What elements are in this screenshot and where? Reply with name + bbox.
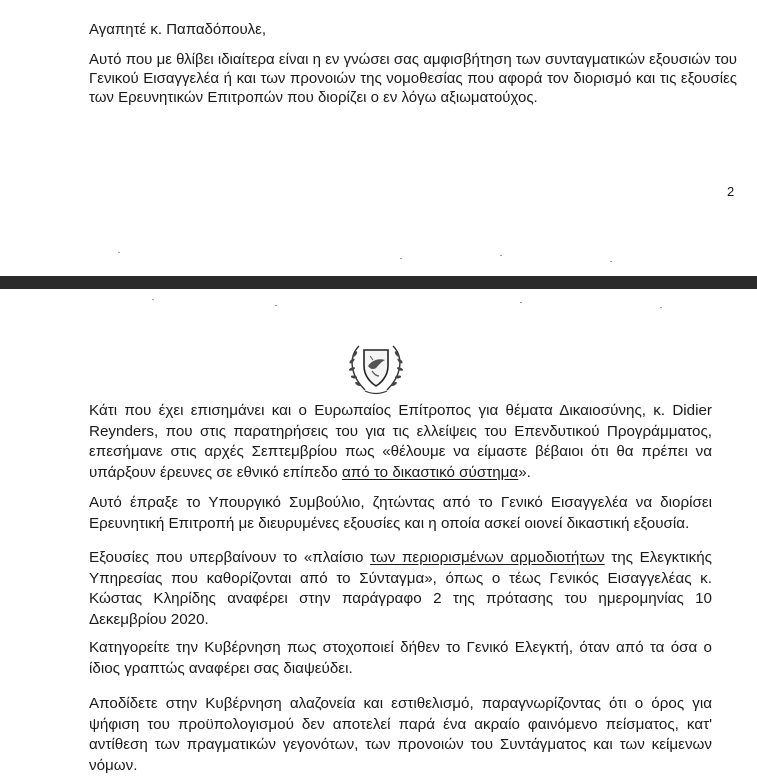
paragraph-2: Αυτό έπραξε το Υπουργικό Συμβούλιο, ζητώντας από το Γενικό Εισαγγελέα να διορίσει Ερευνητική Επιτροπή με διευρυμένες εξουσίες και η οποία ασκεί οιονεί δικαστική εξουσία.	[89, 494, 712, 532]
cyprus-coat-of-arms-icon	[343, 338, 409, 398]
paragraph-3-end: της Ελεγκτικής Υπηρεσίας που καθορίζονται από το Σύνταγμα», όπως ο τέως Γενικός Εισαγγελέας κ. Κώστας Κληρίδης αναφέρει στην παράγραφο 2 της πρότασης του ημερομηνίας 10 Δεκεμβρίου 2020.	[89, 549, 712, 628]
paragraph-4: Κατηγορείτε την Κυβέρνηση πως στοχοποιεί δήθεν το Γενικό Ελεγκτή, όταν από τα όσα ο ίδιος γραπτώς αναφέρει σας διαψεύδει.	[89, 639, 712, 677]
scan-speck	[500, 255, 502, 256]
scan-speck	[660, 307, 662, 308]
page-number: 2	[727, 184, 735, 199]
letter-page-bottom	[0, 289, 757, 776]
paragraph-top: Αυτό που με θλίβει ιδιαίτερα είναι η εν γνώσει σας αμφισβήτηση των συνταγματικών εξουσιών του Γενικού Εισαγγελέα ή και των προνοιών της νομοθεσίας που αφορά τον διορισμό και τις εξουσίες των Ερευνητικών Επιτροπών που διορίζει ο εν λόγω αξιωματούχος.	[89, 51, 737, 106]
salutation: Αγαπητέ κ. Παπαδόπουλε,	[89, 21, 267, 38]
scan-speck	[152, 299, 154, 300]
paragraph-1-underlined: από το δικαστικό σύστημα	[341, 463, 519, 481]
scan-speck	[610, 261, 612, 262]
scan-speck	[275, 305, 277, 306]
paragraph-1-text: Κάτι που έχει επισημάνει και ο Ευρωπαίος Επίτροπος για θέματα Δικαιοσύνης, κ. Didier Reynders, που στις παρατηρήσεις του για τις ελλείψεις του Επενδυτικού Προγράμματος, επεσήμανε στις αρχές Σεπτεμβρίου πως «θέλουμε να είμαστε βέβαιοι ότι θα πρέπει να υπάρξουν έρευνες σε εθνικό επίπεδο	[89, 402, 712, 481]
paragraph-1	[89, 401, 712, 483]
paragraph-5: Αποδίδετε στην Κυβέρνηση αλαζονεία και εστιθελισμό, παραγνωρίζοντας ότι ο όρος για ψήφιση του προϋπολογισμού δεν αποτελεί παρά ένα ακραίο φαινόμενο πείσματος, κατ' αντίθεση των πραγματικών γεγονότων, των προνοιών του Συντάγματος και των κείμενων νόμων.	[89, 695, 712, 774]
letter-page-top	[0, 0, 757, 276]
scan-speck	[520, 302, 522, 303]
scan-speck	[118, 252, 120, 253]
paragraph-1-end: ».	[518, 463, 531, 481]
paragraph-3-underlined: των περιορισμένων αρμοδιοτήτων	[370, 549, 605, 566]
paragraph-3-text: Εξουσίες που υπερβαίνουν το «πλαίσιο	[89, 549, 371, 566]
scan-speck	[400, 258, 402, 259]
paragraph-3	[89, 548, 712, 630]
page-divider	[0, 276, 757, 289]
